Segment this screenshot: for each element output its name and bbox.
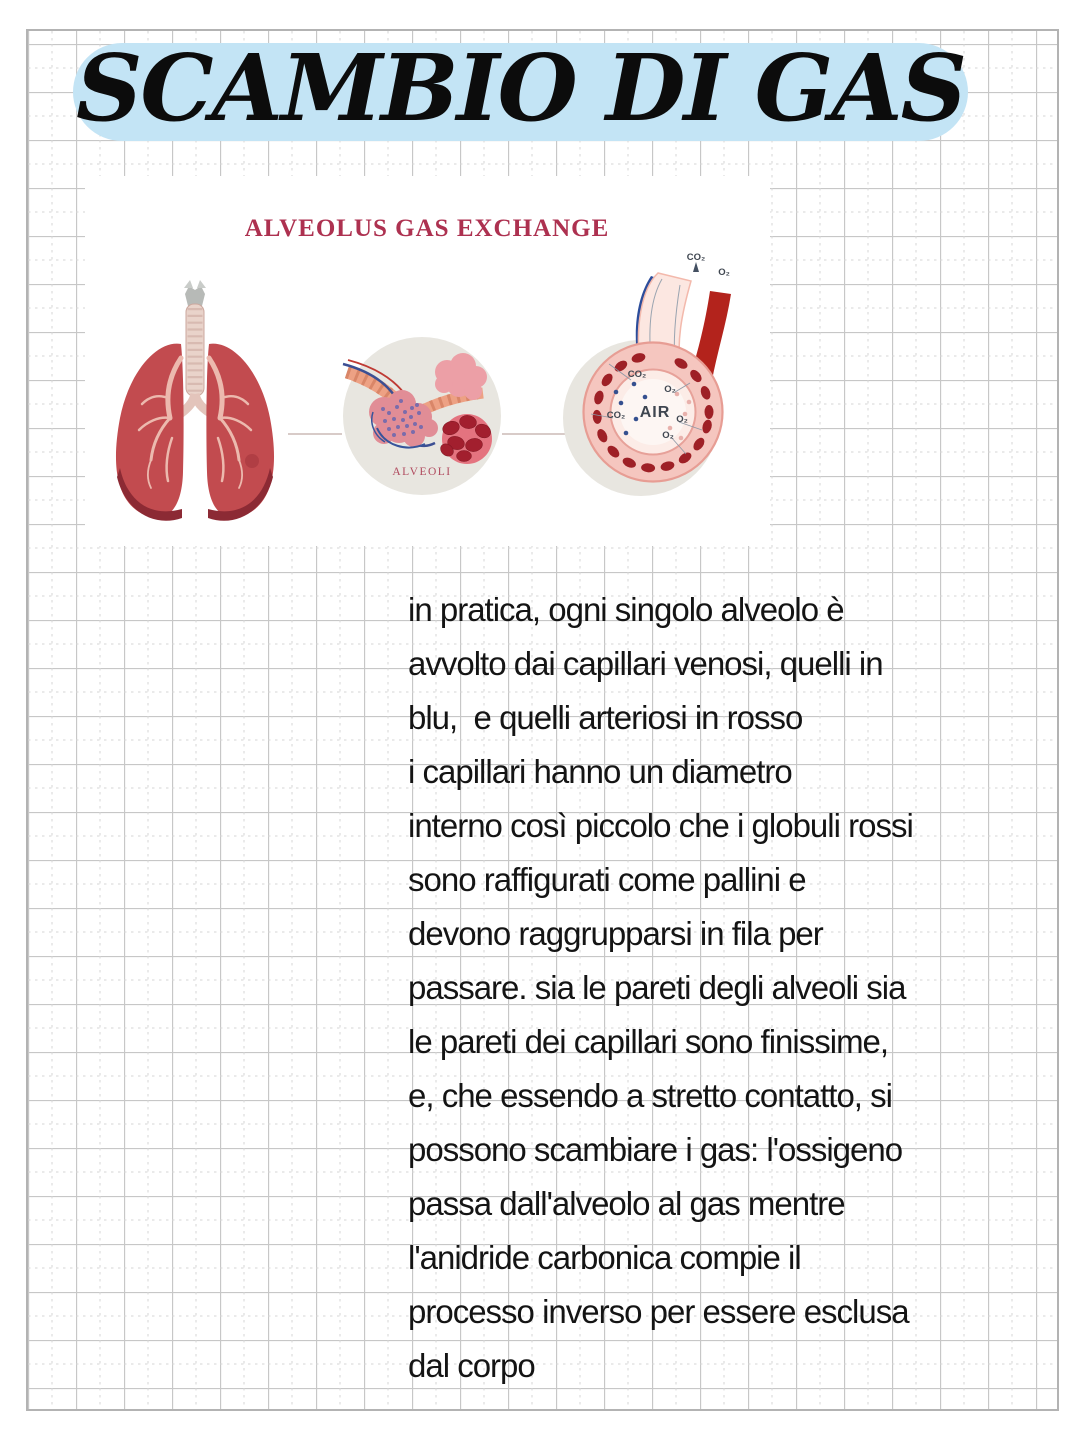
larynx <box>185 286 205 306</box>
text-line: l'anidride carbonica compie il <box>408 1239 801 1276</box>
text-line: avvolto dai capillari venosi, quelli in <box>408 645 883 682</box>
alveolus-illustration <box>85 176 770 546</box>
title-banner <box>73 34 968 142</box>
text-line: in pratica, ogni singolo alveolo è <box>408 591 844 628</box>
o2-inner-label-2: O₂ <box>676 414 688 425</box>
alveolus-figure-panel <box>85 176 770 546</box>
o2-top-label: O₂ <box>718 267 730 278</box>
figure-title: ALVEOLUS GAS EXCHANGE <box>244 215 610 242</box>
o2-inner-label-3: O₂ <box>662 430 674 441</box>
text-line: passa dall'alveolo al gas mentre <box>408 1185 845 1222</box>
text-line: passare. sia le pareti degli alveoli sia <box>408 969 906 1006</box>
text-line: blu, e quelli arteriosi in rosso <box>408 699 803 736</box>
air-label: AIR <box>639 404 671 421</box>
text-line: possono scambiare i gas: l'ossigeno <box>408 1131 903 1168</box>
co2-up-arrow-icon <box>693 262 699 272</box>
alveoli-label: ALVEOLI <box>392 466 452 478</box>
o2-inner-label-1: O₂ <box>664 384 676 395</box>
co2-inner-label-2: CO₂ <box>606 410 626 421</box>
alveolus-cross-section <box>563 252 731 496</box>
text-line: e, che essendo a stretto contatto, si <box>408 1077 892 1114</box>
notes-paragraph <box>408 583 1048 1393</box>
lung-nodule <box>245 454 259 468</box>
text-line: processo inverso per essere esclusa <box>408 1293 909 1330</box>
co2-top-label: CO₂ <box>686 252 706 263</box>
alveoli-cluster-group <box>343 337 501 495</box>
text-line: i capillari hanno un diametro <box>408 753 792 790</box>
co2-inner-label-1: CO₂ <box>627 369 647 380</box>
text-line: interno così piccolo che i globuli rossi <box>408 807 913 844</box>
text-line: dal corpo <box>408 1347 535 1384</box>
text-line: devono raggrupparsi in fila per <box>408 915 823 952</box>
text-line: sono raffigurati come pallini e <box>408 861 806 898</box>
text-line: le pareti dei capillari sono finissime, <box>408 1023 889 1060</box>
page-title: SCAMBIO DI GAS <box>75 34 966 142</box>
lungs-illustration <box>116 280 274 521</box>
